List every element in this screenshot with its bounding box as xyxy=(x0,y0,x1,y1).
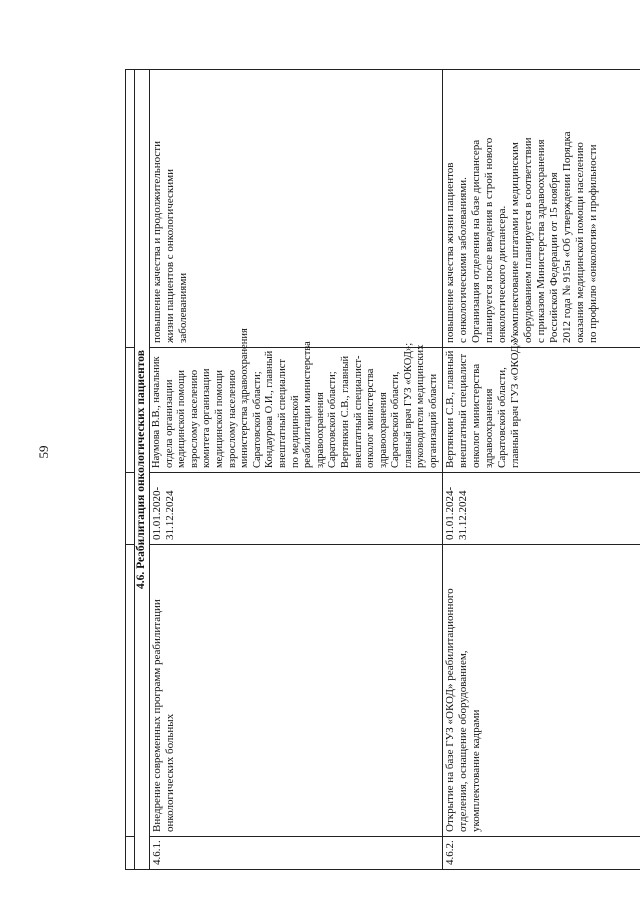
table-top-strip xyxy=(126,70,135,870)
result-cell xyxy=(443,70,640,348)
responsible-line: организаций области xyxy=(428,373,440,468)
responsible-line: медицинской помощи xyxy=(176,370,188,468)
period-end: 31.12.2024 xyxy=(457,490,469,540)
responsible-line: медицинской помощи xyxy=(213,370,225,468)
responsible-line: внештатный специалист xyxy=(457,353,469,468)
result-line: с приказом Министерства здравоохранения xyxy=(535,139,547,343)
responsible-line: взрослому населению xyxy=(188,369,200,468)
responsible-line: Саратовской области; xyxy=(327,371,339,468)
period-start: 01.01.2024- xyxy=(444,486,456,540)
row-number: 4.6.2. xyxy=(443,837,640,870)
responsible-line: Саратовской области, xyxy=(390,371,402,468)
row-number: 4.6.1. xyxy=(150,837,443,870)
responsible-line: онколог министерства xyxy=(365,368,377,468)
responsible-line: главный врач ГУЗ «ОКОД»; xyxy=(402,342,414,468)
page-number: 59 xyxy=(36,445,51,459)
event-line: онкологических больных xyxy=(164,713,176,832)
responsible-line: здравоохранения xyxy=(377,392,389,468)
activities-table xyxy=(125,69,640,870)
event-line: укомплектование кадрами xyxy=(470,709,482,832)
responsible-line: комитета организации xyxy=(201,368,213,468)
responsible-line: онколог министерства xyxy=(470,363,482,468)
responsible-line: здравоохранения xyxy=(314,392,326,468)
result-line: оказания медицинской помощи населению xyxy=(574,142,586,343)
table-row xyxy=(443,70,640,870)
period-end: 31.12.2024 xyxy=(164,490,176,540)
responsible-cell xyxy=(150,328,443,473)
result-line: по профилю «онкология» и профильности xyxy=(587,144,599,343)
result-line: планируется после введения в строй нового xyxy=(483,137,495,343)
responsible-line: Саратовской области; xyxy=(251,371,263,468)
result-line: оборудованием планируется в соответствии xyxy=(522,137,534,343)
responsible-line: реабилитации министерства xyxy=(302,341,314,468)
responsible-line: здравоохранения xyxy=(483,388,495,468)
period-cell xyxy=(443,473,640,545)
section-title: 4.6. Реабилитация онкологических пациентов xyxy=(135,70,150,870)
responsible-line: Вертянкин С.В., главный xyxy=(444,350,456,468)
result-line: Укомплектование штатами и медицинским xyxy=(509,142,521,343)
result-cell xyxy=(150,70,443,348)
table-row xyxy=(150,70,443,870)
responsible-line: внештатный специалист xyxy=(276,359,288,468)
responsible-line: Саратовской области, xyxy=(496,367,508,468)
responsible-line: министерства здравоохранения xyxy=(239,328,251,468)
result-line: жизни пациентов с онкологическими xyxy=(164,169,176,343)
event-line: Внедрение современных программ реабилитации xyxy=(151,599,163,832)
event-cell xyxy=(443,545,640,837)
responsible-line: Вертянкин С.В., главный xyxy=(339,355,351,468)
result-line: заболеваниями xyxy=(177,272,189,343)
period-cell xyxy=(150,473,443,545)
period-start: 01.01.2020- xyxy=(151,486,163,540)
result-line: 2012 года № 915н «Об утверждении Порядка xyxy=(561,131,573,343)
responsible-line: взрослому населению xyxy=(226,369,238,468)
responsible-cell xyxy=(443,339,640,473)
result-line: Организация отделения на базе диспансера xyxy=(470,139,482,343)
result-line: онкологического диспансера. xyxy=(496,205,508,343)
responsible-line: главный врач ГУЗ «ОКОД» xyxy=(509,339,521,468)
result-line: Российской Федерации от 15 ноября xyxy=(548,172,560,343)
responsible-line: Наумова В.В., начальник xyxy=(151,356,162,468)
result-line: повышение качества и продолжительности xyxy=(151,141,163,343)
event-cell xyxy=(150,545,443,837)
responsible-line: руководители медицинских xyxy=(415,344,427,468)
event-line: отделения, оснащение оборудованием, xyxy=(457,650,469,832)
rotated-page-content xyxy=(125,70,640,870)
section-header-row xyxy=(135,70,150,870)
responsible-line: Кондаурова О.И., главный xyxy=(264,350,276,468)
result-line: с онкологическими заболеваниями. xyxy=(457,177,469,343)
responsible-line: внештатный специалист- xyxy=(352,355,364,468)
responsible-line: отдела организации xyxy=(163,379,175,468)
responsible-line: по медицинской xyxy=(289,395,301,468)
result-line: повышение качества жизни пациентов xyxy=(444,162,456,343)
event-line: Открытие на базе ГУЗ «ОКОД» реабилитационного xyxy=(444,588,456,832)
